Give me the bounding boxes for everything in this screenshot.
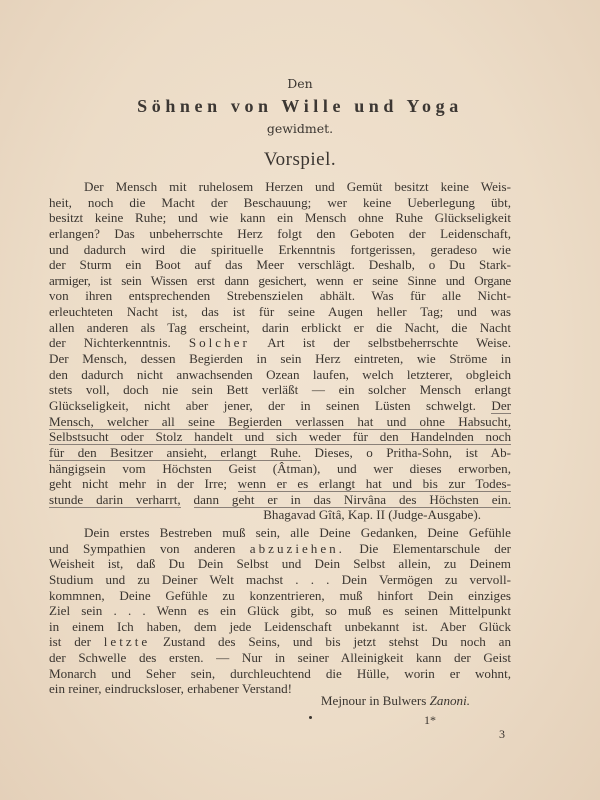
text-line: erleuchteten Nacht ist, das ist für seine Augen heller Tag; und was xyxy=(49,304,511,320)
text-line: in einem Ich haben, dem jede Leidenschaft unbekannt ist. Aber Glück xyxy=(49,618,511,634)
text-line: Der Mensch, dessen Begierden in sein Herz eintreten, wie Ströme in xyxy=(49,351,511,367)
text-line: armiger, ist sein Wissen erst dann gesichert, wenn er seine Sinne und Organe xyxy=(49,272,511,288)
spaced-emphasis: Solcher xyxy=(188,335,250,351)
paragraph-2 xyxy=(49,525,511,697)
text-line xyxy=(49,429,511,445)
text-line: der Sturm ein Boot auf das Meer verschlägt. Deshalb, o Du Stark- xyxy=(49,257,511,273)
text-line xyxy=(49,492,511,508)
citation-prefix: Mejnour in Bulwers xyxy=(320,693,427,708)
text-fragment: Glückseligkeit, nicht aber jener, der in seinen Lüsten schwelgt. xyxy=(49,397,476,413)
dedication-title: Söhnen von Wille und Yoga xyxy=(137,96,463,116)
text-line: von ihren entsprechenden Strebenszielen abhält. Was für alle Nicht- xyxy=(49,288,511,304)
underlined-text: dann geht er in das Nirvâna des Höchsten ein. xyxy=(193,491,511,507)
text-line: Weisheit ist, daß Du Dein Selbst und Dein Selbst allein, zu Deinem xyxy=(49,556,511,572)
text-line xyxy=(49,476,511,492)
page-number: 3 xyxy=(499,727,505,741)
underlined-text: stunde darin verharrt, xyxy=(49,491,181,507)
text-line: den dadurch nicht anwachsenden Ozean laufen, welch letzterer, obgleich xyxy=(49,366,511,382)
text-line xyxy=(49,445,511,461)
text-line: der Schwelle des ersten. — Nur in seiner Alleinigkeit kann der Geist xyxy=(49,650,511,666)
source-citation-2 xyxy=(0,693,470,709)
signature-mark: 1* xyxy=(424,713,436,727)
underlined-text: Der xyxy=(491,397,511,413)
text-line: erlangen? Das unbeherrschte Herz folgt den Geboten der Leidenschaft, xyxy=(49,225,511,241)
text-line: stets voll, doch nie sein Bett verläßt — ein solcher Mensch erlangt xyxy=(49,382,511,398)
underlined-text: wenn er es erlangt hat und bis zur Todes- xyxy=(237,476,511,492)
text-line: kommnen, Deine Gefühle zu konzentrieren, muß hinfort Dein einziges xyxy=(49,587,511,603)
dedication-post: gewidmet. xyxy=(266,121,334,136)
text-line: allen anderen als Tag erscheint, darin erblickt er die Nacht, die Nacht xyxy=(49,319,511,335)
text-fragment: ist der xyxy=(49,634,91,650)
paragraph-1 xyxy=(49,179,511,523)
text-line: Dein erstes Bestreben muß sein, alle Deine Gedanken, Deine Gefühle xyxy=(84,525,511,540)
text-line: Monarch und Seher sein, durchleuchtend die Hülle, worin er wohnt, xyxy=(49,665,511,681)
underlined-text: für den Besitzer ansieht, erlangt Ruhe. xyxy=(49,444,302,460)
underlined-text: Mensch, welcher all seine Begierden verlassen hat und ohne Habsucht, xyxy=(49,413,511,429)
source-citation-1: Bhagavad Gîtâ, Kap. II (Judge-Ausgabe). xyxy=(263,507,481,523)
text-fragment: und Sympathien von anderen xyxy=(49,540,236,556)
text-fragment: Art ist der selbstbeherrschte Weise. xyxy=(267,335,511,351)
spaced-emphasis: letzte xyxy=(103,634,151,650)
text-line: Der Mensch mit ruhelosem Herzen und Gemüt besitzt keine Weis- xyxy=(84,179,511,194)
text-line xyxy=(49,541,511,557)
text-line xyxy=(49,335,511,351)
underlined-text: Selbstsucht oder Stolz handelt und sich weder für den Handelnden noch xyxy=(49,429,511,445)
text-line: Studium und zu Deiner Welt machst . . . Dein Vermögen zu vervoll- xyxy=(49,571,511,587)
text-line: besitzt keine Ruhe; und wie kann ein Mensch ohne Ruhe Glückseligkeit xyxy=(49,210,511,226)
printer-dot xyxy=(309,716,312,719)
work-title: Zanoni. xyxy=(429,693,470,708)
text-line xyxy=(49,634,511,650)
text-line: und dadurch wird die spirituelle Erkenntnis fortgerissen, geradeso wie xyxy=(49,241,511,257)
text-fragment: der Nichterkenntnis. xyxy=(49,335,171,351)
section-heading: Vorspiel. xyxy=(263,149,337,170)
text-line: ein reiner, eindrucksloser, erhabener Verstand! xyxy=(49,681,293,697)
text-fragment: Zustand des Seins, und bis jetzt stehst Du noch an xyxy=(163,634,512,650)
text-line: Ziel sein . . . Wenn es ein Glück gibt, so muß es seinen Mittelpunkt xyxy=(49,603,511,619)
text-line xyxy=(49,414,511,430)
text-line xyxy=(49,398,511,414)
text-line: hängigsein vom Höchsten Geist (Âtman), und wer dieses erworben, xyxy=(49,460,511,476)
spaced-emphasis: abzuziehen. xyxy=(249,540,345,556)
text-fragment: geht nicht mehr in der Irre; xyxy=(49,476,228,492)
text-line: heit, noch die Macht der Beschauung; wer keine Ueberlegung übt, xyxy=(49,194,511,210)
text-fragment: Die Elementarschule der xyxy=(359,540,511,556)
dedication-pre: Den xyxy=(287,76,313,91)
text-fragment: Dieses, o Pritha-Sohn, ist Ab- xyxy=(314,444,512,460)
